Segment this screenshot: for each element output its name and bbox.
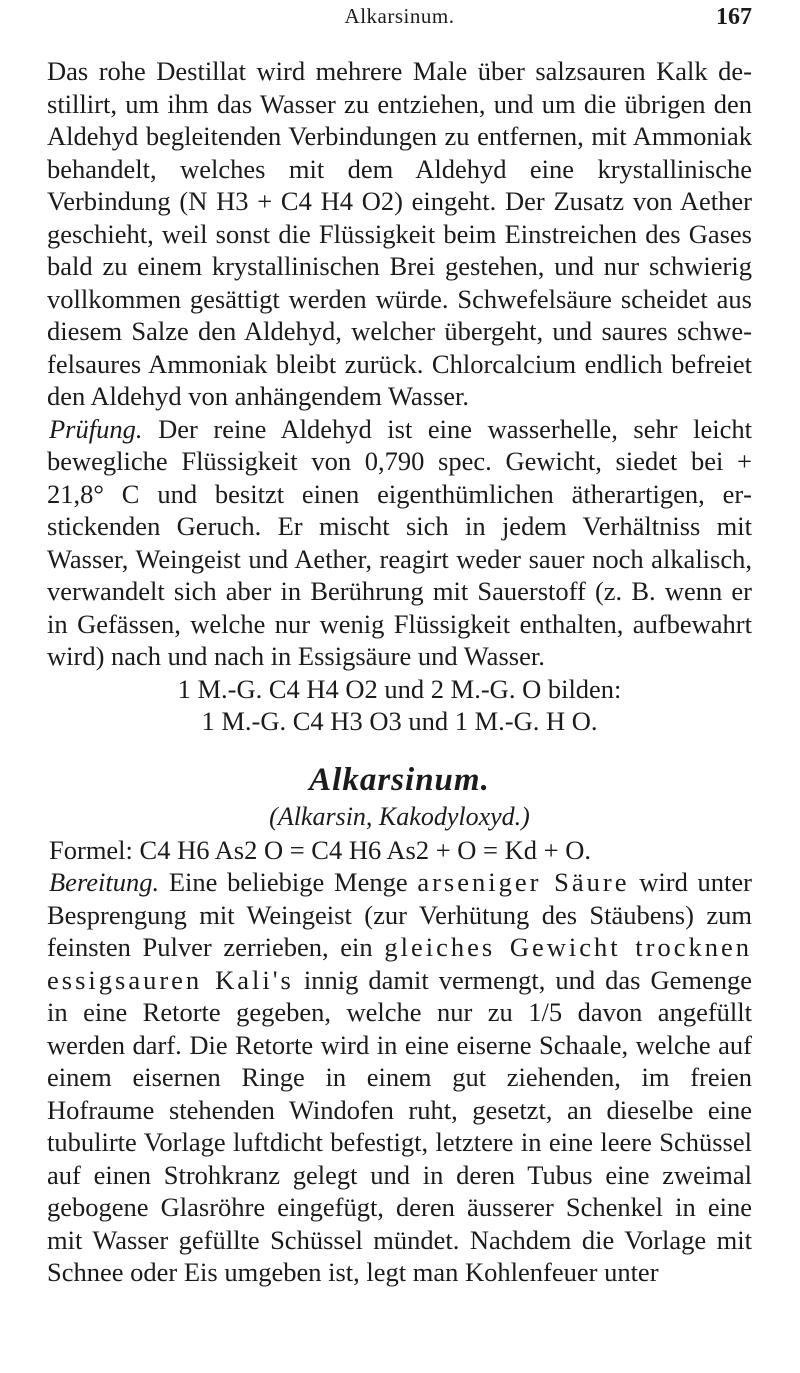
running-title: Alkarsinum. <box>344 4 455 28</box>
page-number: 167 <box>716 4 752 30</box>
running-head <box>47 4 752 44</box>
bereitung-emphasis-2: gleiches Gewicht trocknen essigsauren Kali's <box>47 932 753 995</box>
bereitung-emphasis-1: arseniger Säure <box>417 867 630 897</box>
section-title: Alkarsinum. <box>309 761 490 798</box>
paragraph-bereitung <box>47 866 752 1289</box>
equation-line-2: 1 M.-G. C4 H3 O3 und 1 M.-G. H O. <box>201 706 598 736</box>
paragraph-pruefung <box>47 413 752 673</box>
bereitung-text-c: wird unter Besprengung mit Weingeist (zur Verhütung des Stäubens) zum feinsten Pulver zerrieben, ein <box>47 867 752 962</box>
formula-line: Formel: C4 H6 As2 O = C4 H6 As2 + O = Kd + O. <box>49 834 591 865</box>
pruefung-label: Prüfung. <box>49 413 143 444</box>
paragraph-distillation: Das rohe Destillat wird mehrere Male über salzsauren Kalk destillirt, um ihm das Wasser zu entziehen, und um die übrigen den Aldehyd begleitenden Verbindungen zu entfernen, mit Ammoniak behandelt, welches mit dem Aldehyd eine krystallinische Verbindung (N H3 + C4 H4 O2) eingeht. Der Zusatz von Aether geschieht, weil sonst die Flüssigkeit beim Einstreichen des Gases bald zu einem krystallinischen Brei gestehen, und nur schwierig vollkommen gesättigt werden würde. Schwefelsäure scheidet aus diesem Salze den Aldehyd, welcher übergeht, und saures schwefelsaures Ammoniak bleibt zurück. Chlorcalcium endlich befreiet den Aldehyd von anhängendem Wasser. <box>47 56 752 411</box>
bereitung-text-a: Eine beliebige Menge <box>159 867 418 897</box>
section-subtitle: (Alkarsin, Kakodyloxyd.) <box>269 801 530 831</box>
bereitung-text-e: innig damit vermengt, und das Gemenge in eine Retorte gegeben, welche nur zu 1/5 davon angefüllt werden darf. Die Retorte wird in eine eiserne Schaale, welche auf einem eisernen Ringe in einem gut ziehenden, im freien Hofraume stehenden Windofen ruht, gesetzt, an dieselbe eine tubulirte Vorlage luftdicht befestigt, letztere in eine leere Schüssel auf einen Strohkranz gelegt und in deren Tubus eine zweimal gebogene Glasröhre eingefügt, deren äusserer Schenkel in eine mit Wasser gefüllte Schüssel mündet. Nachdem die Vorlage mit Schnee oder Eis umgeben ist, legt man Kohlenfeuer unter <box>47 964 752 1287</box>
equation-line-1: 1 M.-G. C4 H4 O2 und 2 M.-G. O bilden: <box>177 673 622 704</box>
pruefung-text: Der reine Aldehyd ist eine wasserhelle, sehr leicht bewegliche Flüssigkeit von 0,790 spec. Gewicht, siedet bei + 21,8° C und besitzt einen eigenthümlichen ätherartigen, erstickenden Geruch. Er mischt sich in jedem Verhältniss mit Wasser, Weingeist und Aether, reagirt weder sauer noch alkalisch, verwandelt sich aber in Berührung mit Sauerstoff (z. B. wenn er in Gefässen, welche nur wenig Flüssigkeit enthalten, aufbewahrt wird) nach und nach in Essigsäure und Wasser. <box>47 413 752 671</box>
body-text <box>47 55 752 1289</box>
bereitung-label: Bereitung. <box>49 867 160 897</box>
